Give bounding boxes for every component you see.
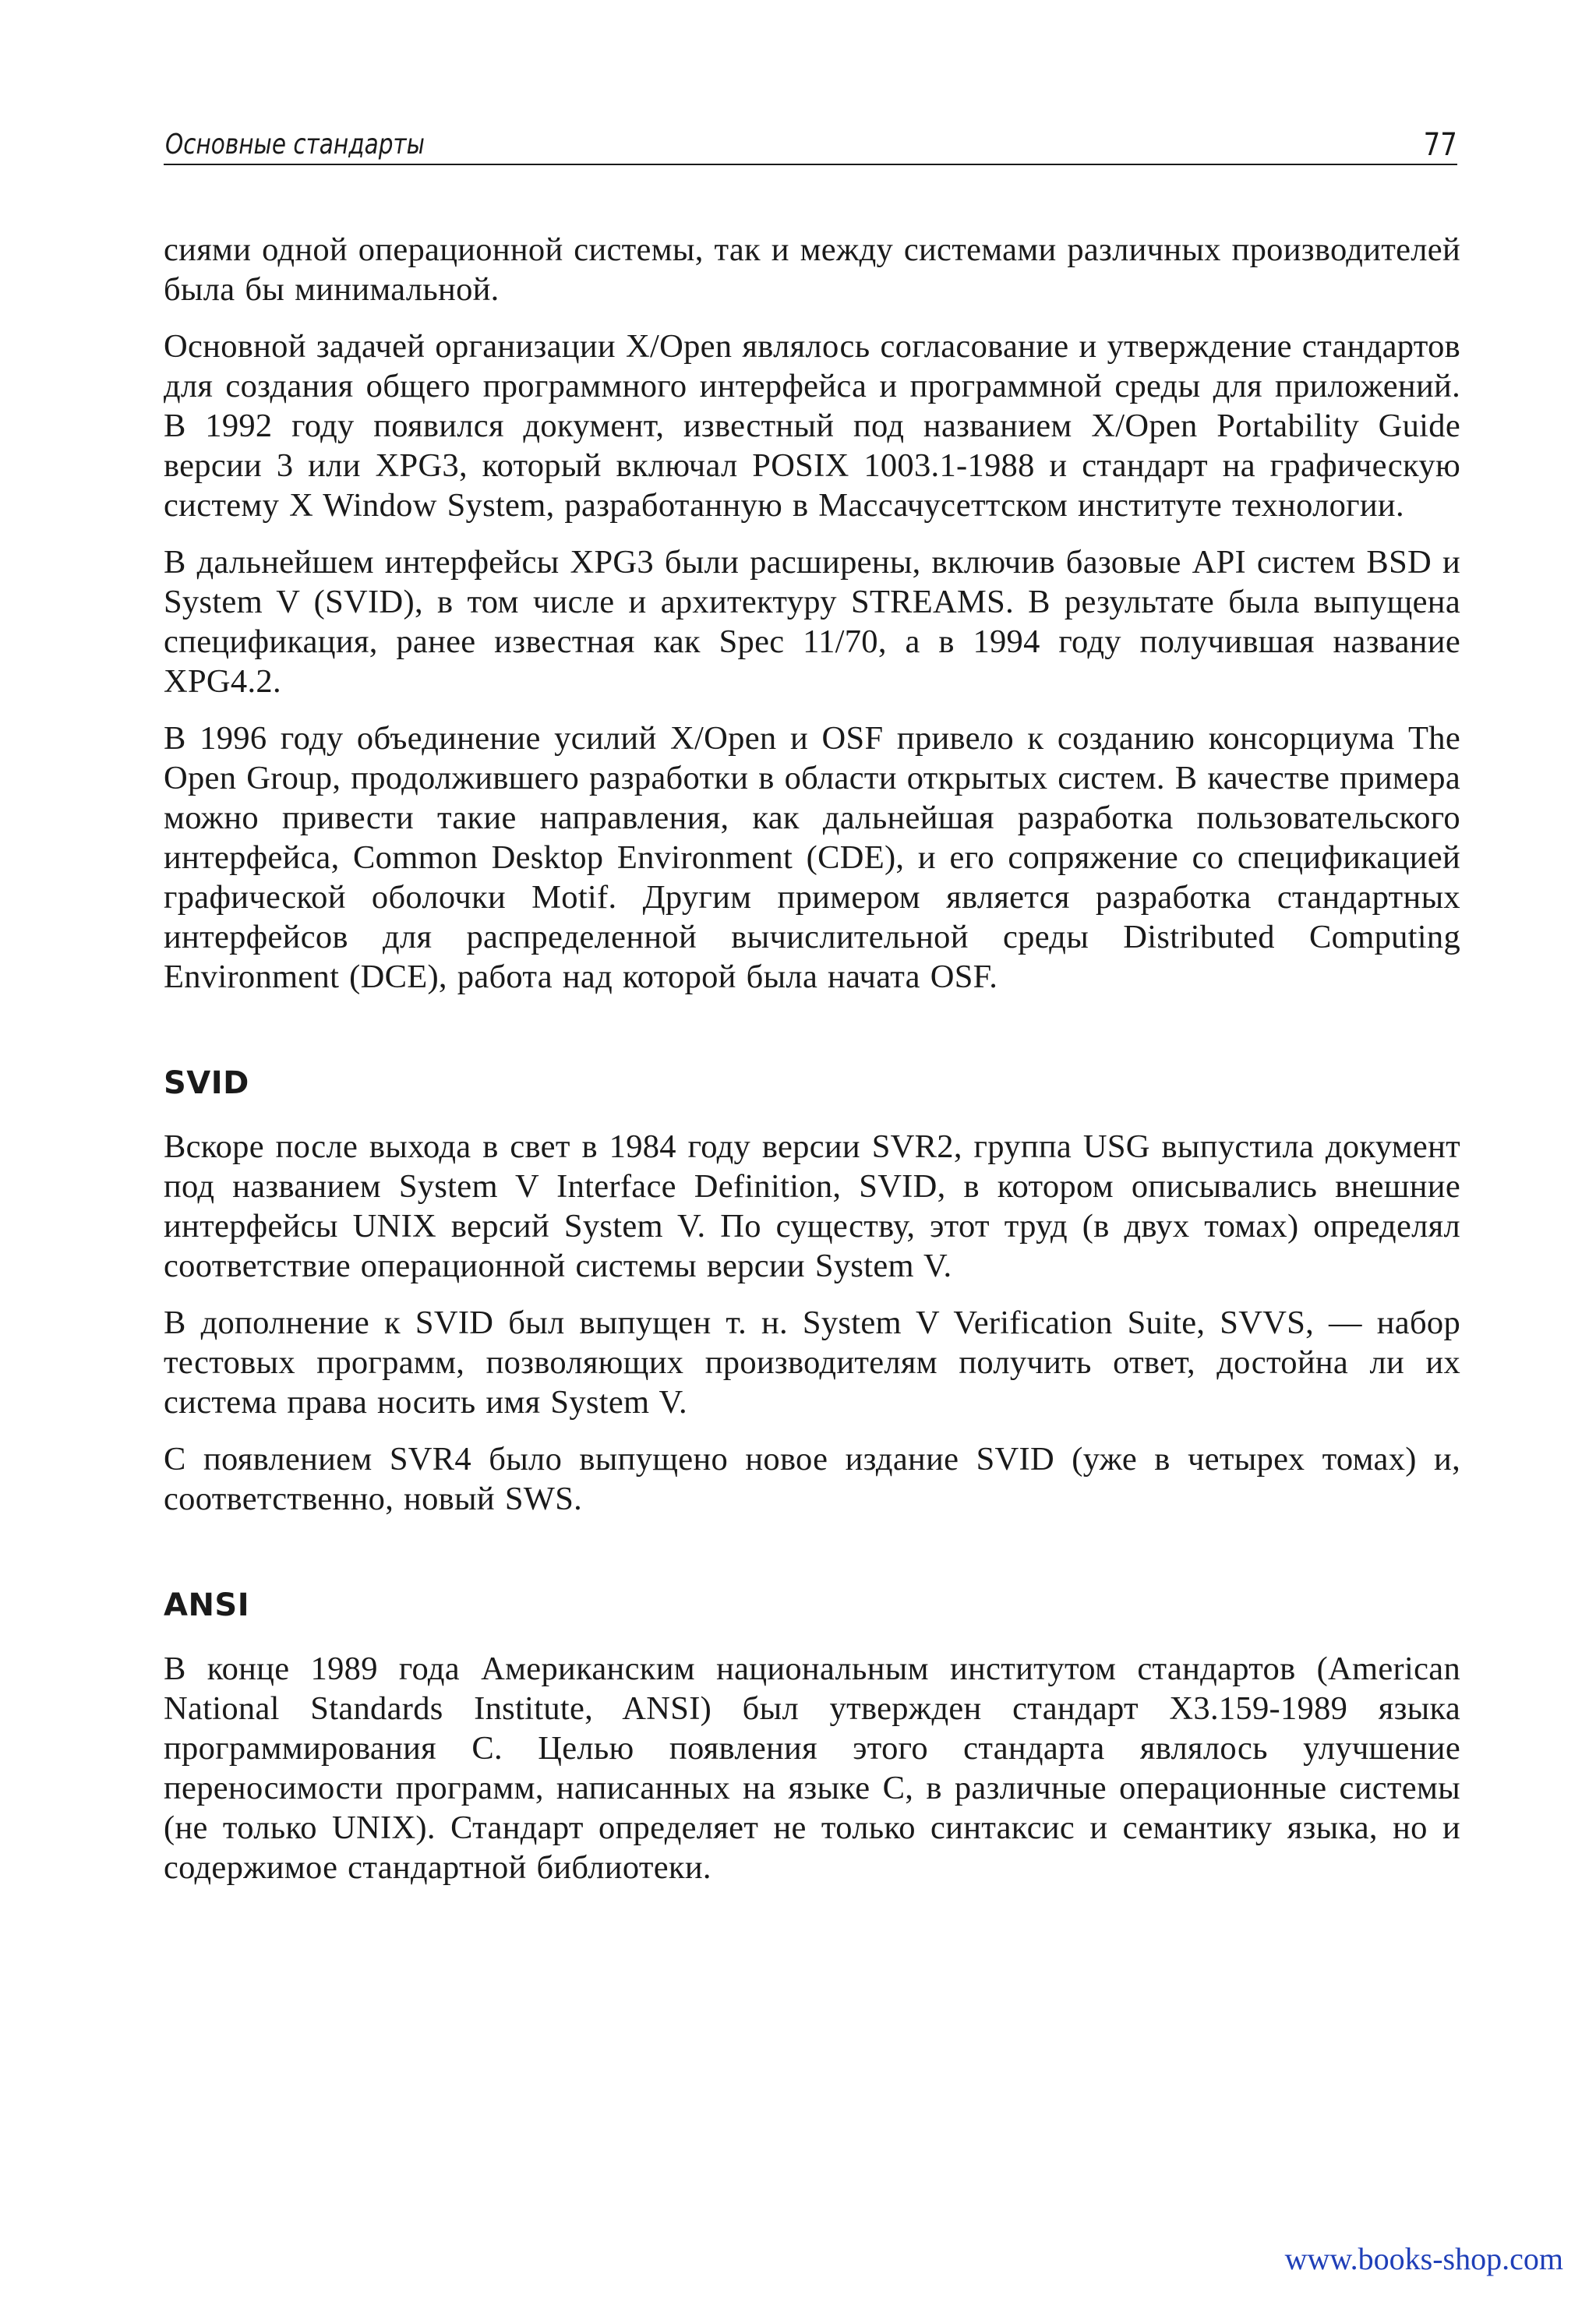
page-number: 77 <box>1423 127 1457 163</box>
running-head-section: Основные стандарты <box>165 129 425 161</box>
body-paragraph: Вскоре после выхода в свет в 1984 году версии SVR2, группа USG выпустила документ под названием System V Interface Definition, SVID, в котором описывались внешние интерфейсы UNIX версий System V. По существу, этот труд (в двух томах) определял соответствие операционной системы версии System V. <box>164 1128 1460 1284</box>
footer-url-link[interactable]: www.books-shop.com <box>1284 2241 1563 2276</box>
page-body <box>164 230 1460 1905</box>
body-paragraph: В дополнение к SVID был выпущен т. н. System V Verification Suite, SVVS, — набор тестовых программ, позволяющих производителям получить ответ, достойна ли их система права носить имя System V. <box>164 1305 1460 1421</box>
body-paragraph: В дальнейшем интерфейсы XPG3 были расширены, включив базовые API систем BSD и System V (SVID), в том числе и архитектуру STREAMS. В результате была выпущена спецификация, ранее известная как Spec 11/70, а в 1994 году получившая название XPG4.2. <box>164 544 1460 700</box>
section-heading-svid: SVID <box>164 1065 249 1101</box>
section-heading-ansi: ANSI <box>164 1587 250 1623</box>
body-paragraph: В конце 1989 года Американским национальным институтом стандартов (American National Standards Institute, ANSI) был утвержден стандарт X3.159-1989 языка программирования С. Целью появления этого стандарта являлось улучшение переносимости программ, написанных на языке С, в различные операционные системы (не только UNIX). Стандарт определяет не только синтаксис и семантику языка, но и содержимое стандартной библиотеки. <box>164 1651 1460 1886</box>
body-paragraph: сиями одной операционной системы, так и между системами различных производителей была бы минимальной. <box>164 231 1460 308</box>
running-head <box>164 125 1457 165</box>
body-paragraph: С появлением SVR4 было выпущено новое издание SVID (уже в четырех томах) и, соответственно, новый SWS. <box>164 1441 1460 1517</box>
body-paragraph: Основной задачей организации X/Open являлось согласование и утверждение стандартов для создания общего программного интерфейса и программной среды для приложений. В 1992 году появился документ, известный под названием X/Open Portability Guide версии 3 или XPG3, который включал POSIX 1003.1-1988 и стандарт на графическую систему X Window System, разработанную в Массачусеттском институте технологии. <box>164 328 1460 524</box>
body-paragraph: В 1996 году объединение усилий X/Open и OSF привело к созданию консорциума The Open Group, продолжившего разработки в области открытых систем. В качестве примера можно привести такие направления, как дальнейшая разработка пользовательского интерфейса, Common Desktop Environment (CDE), и его сопряжение со спецификацией графической оболочки Motif. Другим примером является разработка стандартных интерфейсов для распределенной вычислительной среды Distributed Computing Environment (DCE), работа над которой была начата OSF. <box>164 720 1460 995</box>
